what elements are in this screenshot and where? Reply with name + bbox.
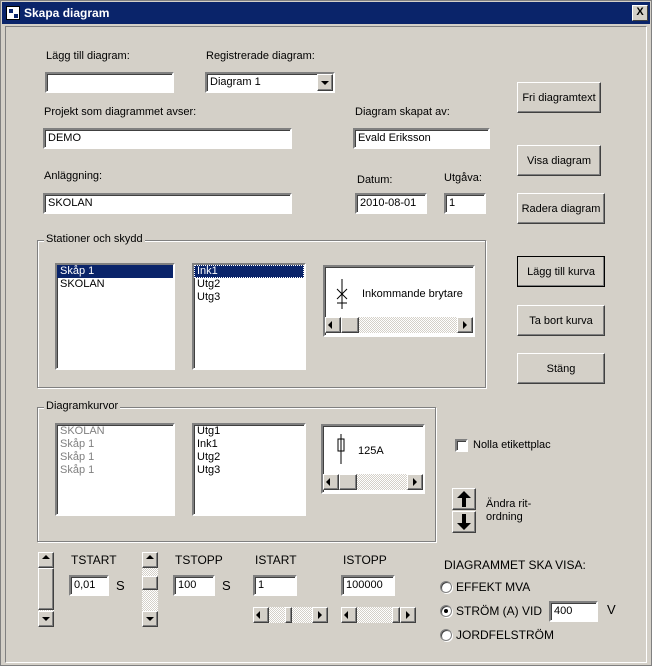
tstopp-spin-up-icon[interactable]: [142, 552, 158, 568]
fuse-symbol-icon: [335, 434, 347, 464]
scroll-left-icon[interactable]: [323, 474, 339, 490]
stationer-preview-text: Inkommande brytare: [362, 288, 463, 300]
registrerade-diagram-select[interactable]: [205, 72, 335, 93]
close-button[interactable]: [632, 5, 648, 21]
list-item[interactable]: Utg1: [197, 425, 221, 437]
list-item[interactable]: Utg2: [197, 451, 221, 463]
effekt-mva-radio[interactable]: [440, 581, 452, 593]
radera-diagram-button[interactable]: Radera diagram: [517, 193, 605, 224]
istart-label: ISTART: [255, 553, 297, 567]
close-icon: X: [636, 6, 644, 18]
jordfelstrom-radio[interactable]: [440, 629, 452, 641]
kurvor-station-list[interactable]: [55, 423, 175, 516]
andra-ritordning-label-2: ordning: [486, 511, 523, 523]
tstart-input[interactable]: 0,01: [69, 575, 109, 596]
anlaggning-label: Anläggning:: [44, 170, 103, 182]
scroll-thumb[interactable]: [341, 317, 359, 333]
list-item[interactable]: Utg2: [197, 278, 221, 290]
istart-input[interactable]: 1: [253, 575, 297, 596]
andra-ritordning-label-1: Ändra rit-: [486, 498, 532, 510]
strom-vid-radio[interactable]: [440, 605, 452, 617]
visa-heading: DIAGRAMMET SKA VISA:: [444, 558, 586, 572]
effekt-mva-label: EFFEKT MVA: [456, 580, 531, 594]
utgava-label: Utgåva:: [444, 172, 482, 184]
list-item[interactable]: SKOLAN: [60, 425, 105, 437]
title-bar[interactable]: [2, 2, 650, 24]
registrerade-diagram-label: Registrerade diagram:: [206, 50, 315, 62]
projekt-label: Projekt som diagrammet avser:: [44, 106, 197, 118]
istart-scroll-right-icon[interactable]: [312, 607, 328, 623]
list-item[interactable]: Utg3: [197, 464, 221, 476]
tstopp-input[interactable]: 100: [173, 575, 215, 596]
list-item[interactable]: Skåp 1: [60, 451, 95, 463]
voltage-unit: V: [607, 602, 616, 617]
skapat-av-input[interactable]: Evald Eriksson: [353, 128, 490, 149]
tstopp-spin-down-icon[interactable]: [142, 611, 158, 627]
kurvor-preview: [321, 424, 425, 494]
tstopp-spin-track[interactable]: [142, 568, 158, 612]
strom-vid-label: STRÖM (A) VID: [456, 604, 542, 618]
scroll-right-icon[interactable]: [407, 474, 423, 490]
tstart-label: TSTART: [71, 553, 117, 567]
stationer-station-list[interactable]: [55, 263, 175, 370]
list-item[interactable]: Ink1: [194, 265, 304, 278]
list-item[interactable]: Utg3: [197, 291, 221, 303]
istopp-scroll-left-icon[interactable]: [341, 607, 357, 623]
lagg-till-diagram-input[interactable]: [45, 72, 174, 93]
datum-input[interactable]: 2010-08-01: [355, 193, 427, 214]
lagg-till-diagram-label: Lägg till diagram:: [46, 50, 130, 62]
datum-label: Datum:: [357, 174, 393, 186]
istopp-scroll-right-icon[interactable]: [400, 607, 416, 623]
tstart-spin-up-icon[interactable]: [38, 552, 54, 568]
visa-diagram-button[interactable]: Visa diagram: [517, 145, 601, 176]
list-item[interactable]: Skåp 1: [57, 265, 173, 278]
arrow-up-icon: [457, 491, 471, 507]
stang-button[interactable]: Stäng: [517, 353, 605, 384]
arrow-down-icon: [457, 514, 471, 530]
scroll-right-icon[interactable]: [457, 317, 473, 333]
scroll-left-icon[interactable]: [325, 317, 341, 333]
tstopp-unit: S: [222, 578, 231, 593]
nolla-etikettplac-checkbox[interactable]: [455, 439, 468, 452]
move-up-button[interactable]: [452, 488, 476, 510]
tstopp-label: TSTOPP: [175, 553, 223, 567]
skapat-av-label: Diagram skapat av:: [355, 106, 450, 118]
move-down-button[interactable]: [452, 511, 476, 533]
breaker-symbol-icon: [335, 279, 349, 309]
list-item[interactable]: Skåp 1: [60, 438, 95, 450]
fri-diagramtext-button[interactable]: Fri diagramtext: [517, 82, 601, 113]
kurvor-output-list[interactable]: [192, 423, 306, 516]
istopp-label: ISTOPP: [343, 553, 387, 567]
istopp-scroll-thumb[interactable]: [392, 607, 400, 623]
tstart-spin-down-icon[interactable]: [38, 611, 54, 627]
stationer-preview: [323, 265, 475, 337]
kurvor-preview-text: 125A: [358, 445, 384, 457]
tstart-spin-thumb[interactable]: [38, 568, 54, 610]
projekt-input[interactable]: DEMO: [43, 128, 292, 149]
ta-bort-kurva-button[interactable]: Ta bort kurva: [517, 305, 605, 336]
istart-scroll-left-icon[interactable]: [253, 607, 269, 623]
list-item[interactable]: SKOLAN: [60, 278, 105, 290]
list-item[interactable]: Ink1: [197, 438, 218, 450]
anlaggning-input[interactable]: SKOLAN: [43, 193, 292, 214]
voltage-input[interactable]: 400: [549, 601, 598, 622]
stationer-output-list[interactable]: [192, 263, 306, 370]
istopp-input[interactable]: 100000: [341, 575, 395, 596]
list-item[interactable]: Skåp 1: [60, 464, 95, 476]
tstopp-spin-thumb[interactable]: [142, 576, 158, 590]
istart-scroll-thumb[interactable]: [285, 607, 292, 623]
kurvor-group-title: Diagramkurvor: [46, 400, 119, 412]
jordfelstrom-label: JORDFELSTRÖM: [456, 628, 555, 642]
window-title: Skapa diagram: [24, 6, 110, 20]
nolla-etikettplac-label: Nolla etikettplac: [473, 439, 551, 451]
scroll-thumb[interactable]: [339, 474, 357, 490]
utgava-input[interactable]: 1: [444, 193, 486, 214]
stationer-group-title: Stationer och skydd: [46, 233, 143, 245]
app-icon: [6, 6, 20, 20]
registrerade-diagram-value: Diagram 1: [210, 76, 261, 88]
lagg-till-kurva-button[interactable]: Lägg till kurva: [517, 256, 605, 287]
chevron-down-icon[interactable]: [317, 74, 333, 91]
tstart-unit: S: [116, 578, 125, 593]
